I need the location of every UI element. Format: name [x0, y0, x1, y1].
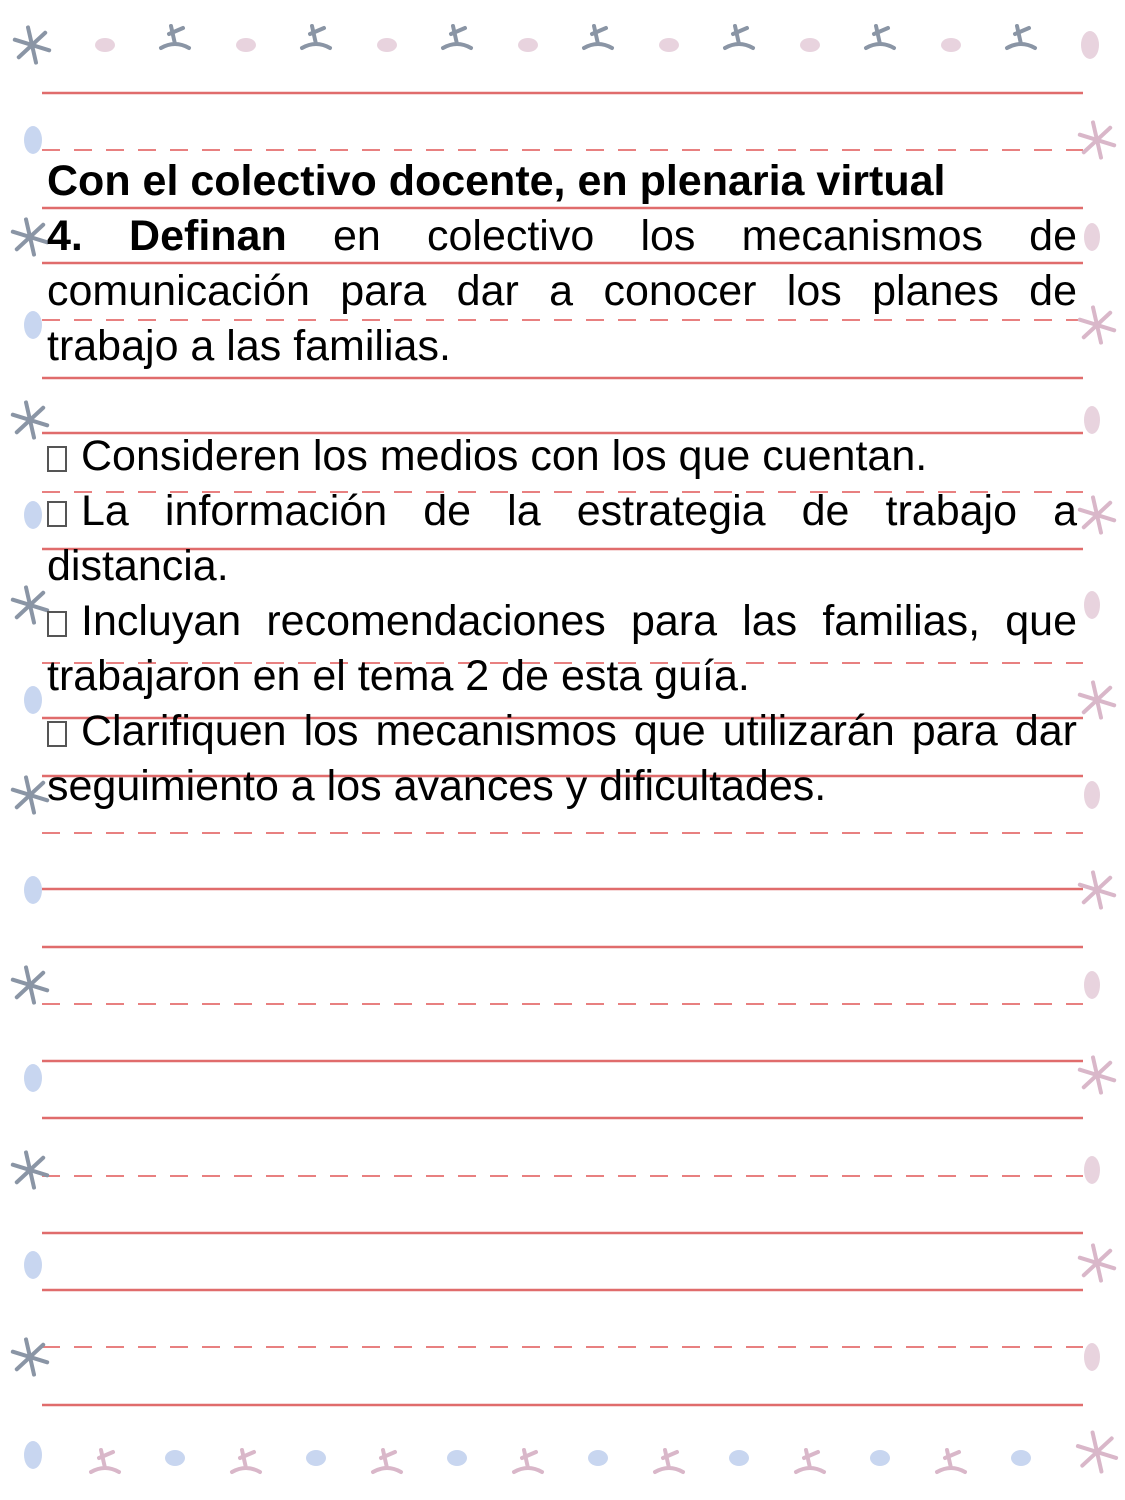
sprout-icon [584, 26, 612, 48]
dot-icon [659, 38, 679, 52]
instruction-4-text: en colectivo los mecanismos de comunicación para dar a conocer los planes de trabajo a las familias. [47, 212, 1078, 370]
sprout-icon [1007, 26, 1035, 48]
dot-icon [729, 1450, 749, 1466]
instruction-4-label: 4. Definan [47, 212, 287, 260]
star-icon [13, 219, 47, 254]
dot-icon [1011, 1450, 1031, 1466]
star-icon [1080, 872, 1114, 907]
dot-icon [1084, 781, 1100, 809]
sprout-icon [655, 1450, 683, 1472]
dot-icon [24, 876, 42, 904]
checkbox-bullet-icon [47, 446, 67, 472]
dot-icon [588, 1450, 608, 1466]
star-icon [13, 967, 47, 1002]
dot-icon [447, 1450, 467, 1466]
dot-icon [1081, 31, 1099, 59]
star-icon [1080, 122, 1114, 157]
bullet-item [47, 484, 1077, 594]
star-icon [13, 1339, 47, 1374]
star-icon [13, 402, 47, 437]
dot-icon [24, 1251, 42, 1279]
sprout-icon [443, 26, 471, 48]
star-icon [1080, 682, 1114, 717]
dot-icon [1084, 406, 1100, 434]
sprout-icon [796, 1450, 824, 1472]
dot-icon [24, 126, 42, 154]
dot-icon [306, 1450, 326, 1466]
dot-icon [95, 38, 115, 52]
sprout-icon [937, 1450, 965, 1472]
star-icon [1080, 307, 1114, 342]
sprout-icon [232, 1450, 260, 1472]
section-heading: Con el colectivo docente, en plenaria virtual [47, 157, 946, 205]
dot-icon [24, 1064, 42, 1092]
dot-icon [870, 1450, 890, 1466]
sprout-icon [302, 26, 330, 48]
star-icon [1078, 1432, 1116, 1471]
sprout-icon [514, 1450, 542, 1472]
star-icon [15, 27, 49, 62]
star-icon [1080, 1245, 1114, 1280]
sprout-icon [373, 1450, 401, 1472]
star-icon [1080, 1057, 1114, 1092]
bullet-text: Clarifiquen los mecanismos que utilizarán para dar seguimiento a los avances y dificultades. [47, 707, 1077, 810]
dot-icon [800, 38, 820, 52]
bullet-item [47, 429, 1077, 484]
star-icon [1080, 497, 1114, 532]
dot-icon [518, 38, 538, 52]
dot-icon [236, 38, 256, 52]
dot-icon [24, 1441, 42, 1469]
bullet-item [47, 704, 1077, 814]
bullet-item [47, 594, 1077, 704]
sprout-icon [91, 1450, 119, 1472]
instruction-4 [47, 209, 1077, 374]
bullet-text: La información de la estrategia de trabajo a distancia. [47, 487, 1077, 590]
sprout-icon [866, 26, 894, 48]
star-icon [13, 587, 47, 622]
dot-icon [1084, 591, 1100, 619]
star-icon [13, 1152, 47, 1187]
checkbox-bullet-icon [47, 611, 67, 637]
dot-icon [24, 501, 42, 529]
dot-icon [1084, 223, 1100, 251]
dot-icon [165, 1450, 185, 1466]
checkbox-bullet-icon [47, 721, 67, 747]
dot-icon [24, 311, 42, 339]
dot-icon [1084, 971, 1100, 999]
sprout-icon [161, 26, 189, 48]
bullet-text: Consideren los medios con los que cuentan. [81, 432, 928, 480]
dot-icon [24, 686, 42, 714]
dot-icon [1084, 1156, 1100, 1184]
document-body [47, 154, 1077, 814]
dot-icon [1084, 1343, 1100, 1371]
bullet-text: Incluyan recomendaciones para las familias, que trabajaron en el tema 2 de esta guía. [47, 597, 1077, 700]
sprout-icon [725, 26, 753, 48]
dot-icon [377, 38, 397, 52]
blank-line [47, 374, 1077, 429]
checkbox-bullet-icon [47, 501, 67, 527]
dot-icon [941, 38, 961, 52]
star-icon [13, 777, 47, 812]
